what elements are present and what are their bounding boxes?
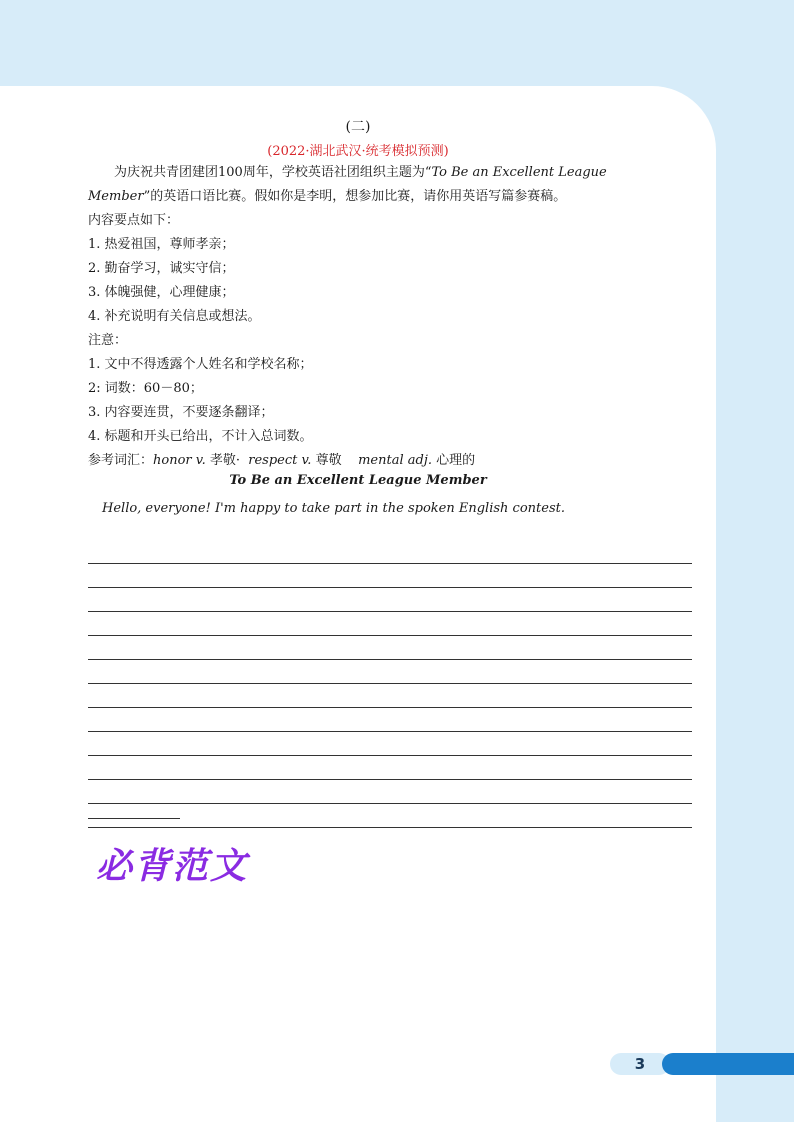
points-heading: 内容要点如下： [88,213,180,228]
writing-line[interactable] [88,804,692,828]
note-item: 3. 内容要连贯，不要逐条翻译； [88,405,274,420]
section-title: (二) [345,119,371,135]
vocab-word: respect v. [248,453,312,468]
vocab-meaning: 孝敬· [209,453,240,468]
notes-heading: 注意： [88,333,128,348]
writing-line[interactable] [88,708,692,732]
must-recite-badge: 必背范文 [96,846,249,887]
point-item: 4. 补充说明有关信息或想法。 [88,309,261,324]
intro-part-1: 为庆祝共青团建团100周年，学校英语社团组织主题为“ [114,165,432,180]
prompt-intro-line-2 [88,185,688,209]
essay-title: To Be an Excellent League Member [229,473,487,488]
vocab-meaning: 心理的 [436,453,476,468]
point-item: 3. 体魄强健，心理健康； [88,285,235,300]
note-item: 4. 标题和开头已给出，不计入总词数。 [88,429,313,444]
writing-line[interactable] [88,540,692,564]
vocab-label: 参考词汇： [88,453,154,468]
vocab-word: mental adj. [358,453,433,468]
note-item: 1. 文中不得透露个人姓名和学校名称； [88,357,313,372]
source-line: (2022·湖北武汉·统考模拟预测) [267,144,449,159]
essay-opening: Hello, everyone! I'm happy to take part in the spoken English contest. [102,501,565,516]
top-background-band [0,0,794,86]
page-number: 3 [634,1055,646,1073]
note-item: 2: 词数：60－80； [88,381,203,396]
topic-line-1: To Be an Excellent League [431,165,607,180]
writing-line[interactable] [88,756,692,780]
writing-area[interactable] [88,540,692,828]
right-background-band [716,86,794,1122]
topic-line-2: Member [88,189,144,204]
vocab-line [88,449,688,473]
writing-line[interactable] [88,780,692,804]
writing-line-end [88,818,180,819]
page-number-bar [662,1053,794,1075]
writing-line[interactable] [88,612,692,636]
prompt-details [88,209,688,473]
point-item: 2. 勤奋学习，诚实守信； [88,261,235,276]
writing-line[interactable] [88,684,692,708]
writing-line[interactable] [88,636,692,660]
vocab-word: honor v. [153,453,206,468]
intro-part-2: ”的英语口语比赛。假如你是李明，想参加比赛，请你用英语写篇参赛稿。 [143,189,567,204]
writing-line[interactable] [88,732,692,756]
vocab-meaning: 尊敬 [315,453,342,468]
point-item: 1. 热爱祖国，尊师孝亲； [88,237,235,252]
writing-line[interactable] [88,588,692,612]
writing-line[interactable] [88,564,692,588]
writing-line[interactable] [88,660,692,684]
prompt-intro-line-1 [88,161,688,185]
